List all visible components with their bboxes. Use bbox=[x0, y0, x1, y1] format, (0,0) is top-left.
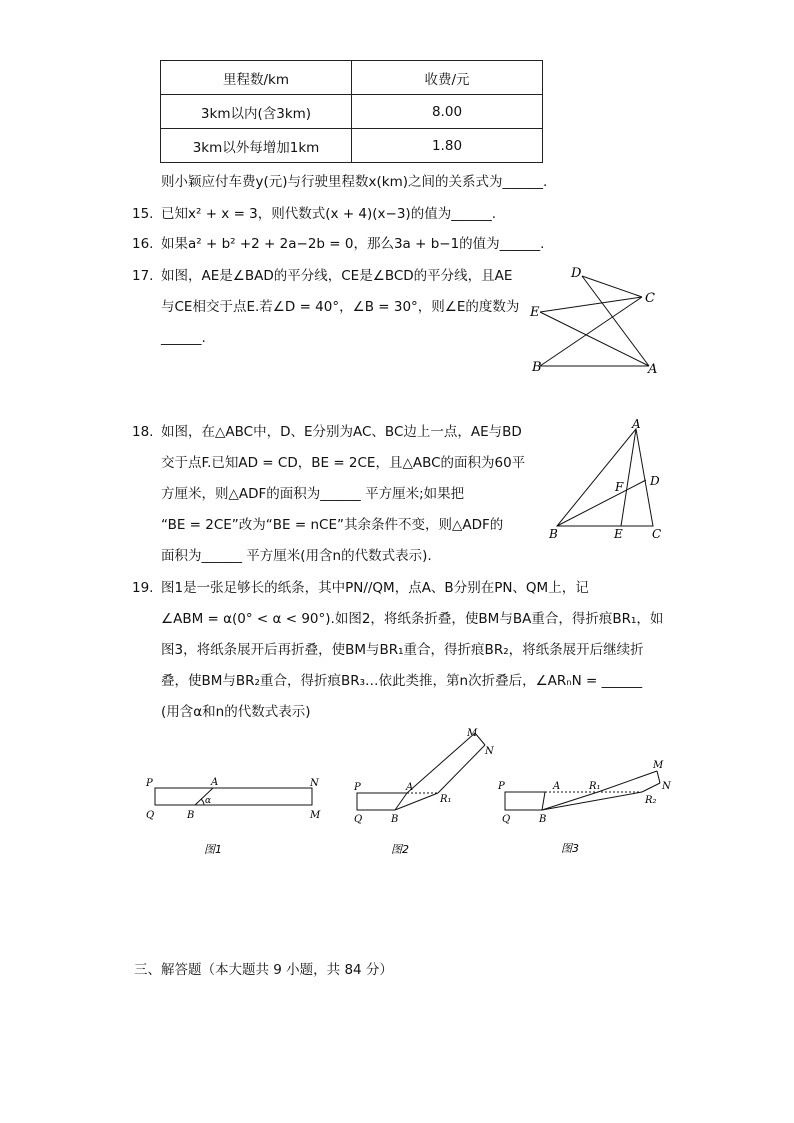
q18-line-1: 如图，在△ABC中，D、E分别为AC、BC边上一点，AE与BD bbox=[161, 424, 522, 440]
label-A: A bbox=[211, 777, 219, 788]
label-E: E bbox=[530, 305, 540, 320]
q17-number: 17. bbox=[132, 268, 154, 284]
label-Q: Q bbox=[502, 814, 511, 825]
q17-line-1: 如图，AE是∠BAD的平分线，CE是∠BCD的平分线，且AE bbox=[161, 268, 513, 284]
label-N: N bbox=[662, 781, 671, 792]
q18-line-5: 面积为______ 平方厘米(用含n的代数式表示). bbox=[161, 548, 432, 564]
table-cell: 3km以内(含3km) bbox=[161, 95, 352, 129]
label-P: P bbox=[354, 782, 361, 793]
q17-figure bbox=[520, 262, 670, 380]
table-row bbox=[161, 95, 543, 129]
section-heading: 三、解答题（本大题共 9 小题，共 84 分） bbox=[134, 962, 393, 978]
q16-number: 16. bbox=[132, 236, 154, 252]
label-Q: Q bbox=[354, 814, 363, 825]
label-A: A bbox=[648, 362, 658, 377]
label-M: M bbox=[310, 810, 321, 821]
label-B: B bbox=[391, 814, 399, 825]
q17-line-3: ______. bbox=[161, 330, 206, 346]
table-header-row bbox=[161, 61, 543, 95]
label-F: F bbox=[615, 480, 624, 494]
q14-tail-text: 则小颖应付车费y(元)与行驶里程数x(km)之间的关系式为______. bbox=[161, 174, 548, 190]
label-A: A bbox=[632, 417, 641, 431]
label-Q: Q bbox=[146, 810, 155, 821]
label-N: N bbox=[310, 778, 319, 789]
label-R2: R₂ bbox=[645, 795, 657, 806]
q18-number: 18. bbox=[132, 424, 154, 440]
label-M: M bbox=[467, 728, 478, 739]
q19-figure-2 bbox=[345, 725, 505, 860]
label-R1: R₁ bbox=[440, 794, 452, 805]
table-cell: 8.00 bbox=[352, 95, 543, 129]
q19-number: 19. bbox=[132, 580, 154, 596]
label-B: B bbox=[187, 810, 195, 821]
label-B: B bbox=[549, 527, 558, 541]
label-alpha: α bbox=[205, 796, 212, 806]
q15-number: 15. bbox=[132, 206, 154, 222]
label-N: N bbox=[485, 746, 494, 757]
table-header: 收费/元 bbox=[352, 61, 543, 95]
figure-1-caption: 图1 bbox=[204, 843, 222, 856]
q17-line-2: 与CE相交于点E.若∠D = 40°，∠B = 30°，则∠E的度数为 bbox=[161, 299, 520, 315]
label-P: P bbox=[498, 781, 505, 792]
q18-line-2: 交于点F.已知AD = CD，BE = 2CE，且△ABC的面积为60平 bbox=[161, 455, 526, 471]
label-P: P bbox=[146, 778, 153, 789]
q19-line-3: 图3，将纸条展开后再折叠，使BM与BR₁重合，得折痕BR₂，将纸条展开后继续折 bbox=[161, 642, 644, 658]
q16-text: 如果a² + b² +2 + 2a−2b = 0，那么3a + b−1的值为______. bbox=[161, 236, 545, 252]
table-row bbox=[161, 129, 543, 163]
label-C: C bbox=[645, 291, 655, 306]
label-A: A bbox=[406, 782, 414, 793]
figure-2-caption: 图2 bbox=[391, 843, 409, 856]
q18-line-4: “BE = 2CE”改为“BE = nCE”其余条件不变，则△ADF的 bbox=[161, 517, 504, 533]
q18-line-3: 方厘米，则△ADF的面积为______ 平方厘米;如果把 bbox=[161, 486, 465, 502]
table-header: 里程数/km bbox=[161, 61, 352, 95]
label-D: D bbox=[571, 266, 582, 281]
label-B: B bbox=[532, 360, 542, 375]
label-C: C bbox=[652, 527, 662, 541]
q19-line-2: ∠ABM = α(0° < α < 90°).如图2，将纸条折叠，使BM与BA重合，得折痕BR₁，如 bbox=[161, 611, 664, 627]
table-cell: 1.80 bbox=[352, 129, 543, 163]
q15-text: 已知x² + x = 3，则代数式(x + 4)(x−3)的值为______. bbox=[161, 206, 496, 222]
label-E: E bbox=[614, 527, 623, 541]
q19-figure-1 bbox=[140, 770, 330, 860]
label-B: B bbox=[539, 814, 547, 825]
figure-3-caption: 图3 bbox=[561, 842, 579, 855]
q18-figure bbox=[540, 415, 675, 545]
label-D: D bbox=[650, 474, 660, 488]
fare-table bbox=[160, 60, 543, 163]
table-cell: 3km以外每增加1km bbox=[161, 129, 352, 163]
q19-line-4: 叠，使BM与BR₂重合，得折痕BR₃…依此类推，第n次折叠后，∠ARₙN = ______ bbox=[161, 673, 643, 689]
label-A: A bbox=[553, 781, 561, 792]
q19-line-1: 图1是一张足够长的纸条，其中PN//QM，点A、B分别在PN、QM上，记 bbox=[161, 580, 589, 596]
label-M: M bbox=[653, 760, 664, 771]
q19-line-5: (用含α和n的代数式表示) bbox=[161, 704, 311, 720]
q19-figure-3 bbox=[490, 755, 680, 860]
label-R1: R₁ bbox=[589, 781, 601, 792]
